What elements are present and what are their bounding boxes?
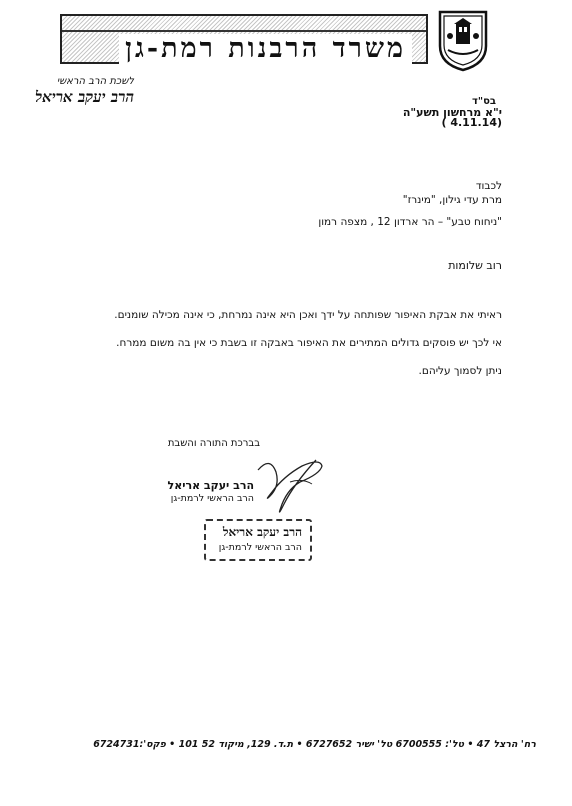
recipient-salutation: לכבוד: [475, 180, 502, 192]
rabbi-stamp: [204, 519, 312, 561]
letterhead-banner: [60, 14, 428, 64]
greeting: רוב שלומות: [448, 259, 502, 272]
date-gregorian: ( 4.11.14): [441, 116, 502, 129]
closing-blessing: בברכת התורה והשבת: [167, 438, 260, 449]
date-hebrew: י"א מרחשון תשע"ה: [402, 106, 502, 119]
signer-name: הרב יעקב אריאל: [167, 479, 254, 492]
body-paragraph-2: אי לכך יש פוסקים גדולים המתירים את האיפור באבקה זו בשבת כי אין בה משום ממרח.: [116, 337, 502, 349]
city-emblem-icon: [432, 6, 494, 72]
body-paragraph-1: ראיתי את אבקת האיפור שפותחה על ידך ואכן היא אינה נמרחת, כי אינה מכילה שומנים.: [114, 309, 502, 321]
bsd-mark: בס"ד: [472, 96, 496, 107]
stamp-title: הרב הראשי לרמת-גן: [218, 542, 302, 553]
signer-title: הרב הראשי לרמת-גן: [170, 493, 254, 504]
handwritten-signature: [250, 452, 330, 518]
recipient-name: מרת עדי גילון, "מינרז": [402, 194, 502, 206]
body-paragraph-3: ניתן לסמוך עליהם.: [418, 365, 502, 377]
letterhead-title: משרד הרבנות רמת-גן: [119, 34, 412, 64]
author-office: לשכת הרב הראשי: [56, 76, 134, 87]
recipient-address: "ניחוח טבע" – הר ארדון 12 , מצפה רמון: [318, 216, 502, 228]
stamp-name: הרב יעקב אריאל: [222, 525, 302, 539]
author-name: הרב יעקב אריאל: [35, 88, 134, 106]
footer-contact: רח' הרצל 47 • טל': 6700555 טל' ישיר 6727652 • ת.ד. 129, מיקוד 52 101 • פקס':6724731: [93, 739, 536, 750]
